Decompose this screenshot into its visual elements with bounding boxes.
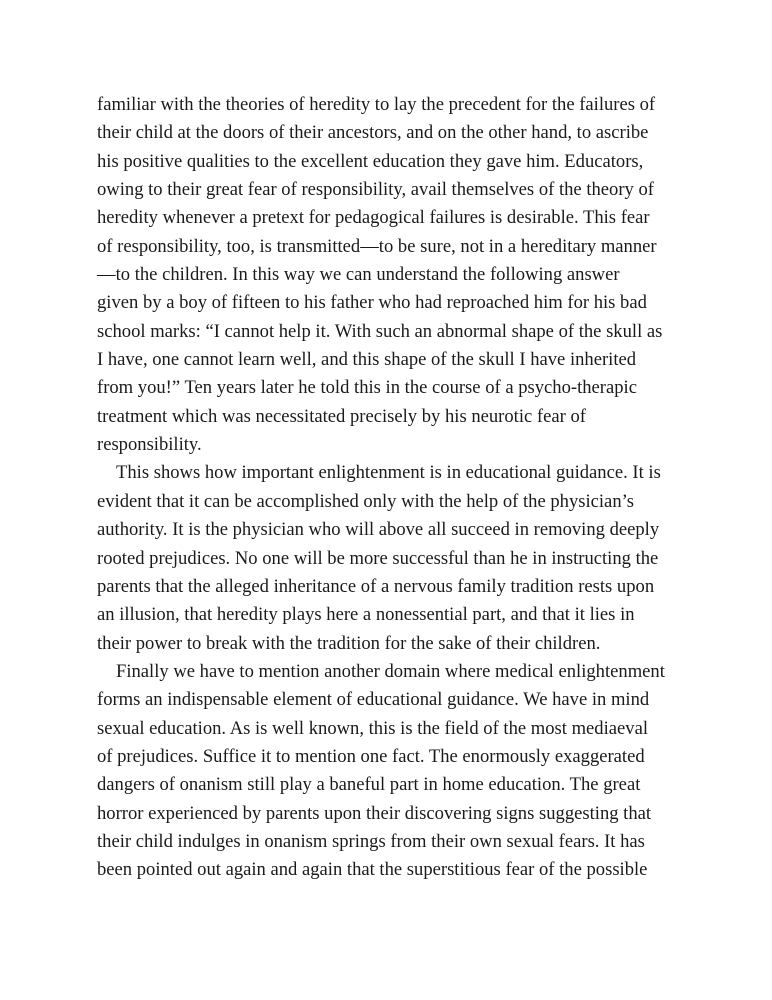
text-line: sexual education. As is well known, this is the field of the most mediaeval: [97, 717, 648, 739]
text-line: responsibility.: [97, 434, 202, 456]
text-line: been pointed out again and again that the superstitious fear of the possible: [97, 859, 648, 881]
text-line: treatment which was necessitated precisely by his neurotic fear of: [97, 405, 586, 427]
text-line: —to the children. In this way we can understand the following answer: [97, 264, 620, 286]
text-line: from you!” Ten years later he told this in the course of a psycho-therapic: [97, 377, 637, 399]
text-line: their power to break with the tradition for the sake of their children.: [97, 632, 601, 654]
paragraph-enlightenment: [97, 459, 682, 657]
text-line: an illusion, that heredity plays here a nonessential part, and that it lies in: [97, 604, 635, 626]
text-line: heredity whenever a pretext for pedagogical failures is desirable. This fear: [97, 207, 650, 229]
text-line: given by a boy of fifteen to his father who had reproached him for his bad: [97, 292, 647, 314]
text-line: of responsibility, too, is transmitted—to be sure, not in a hereditary manner: [97, 235, 657, 257]
text-line: his positive qualities to the excellent education they gave him. Educators,: [97, 150, 644, 172]
body-text: [97, 91, 682, 885]
text-line: horror experienced by parents upon their discovering signs suggesting that: [97, 802, 652, 824]
text-line: rooted prejudices. No one will be more successful than he in instructing the: [97, 547, 659, 569]
text-line: school marks: “I cannot help it. With such an abnormal shape of the skull as: [97, 320, 663, 342]
text-line: parents that the alleged inheritance of a nervous family tradition rests upon: [97, 575, 655, 597]
text-line: evident that it can be accomplished only with the help of the physician’s: [97, 490, 635, 512]
text-line: of prejudices. Suffice it to mention one fact. The enormously exaggerated: [97, 745, 645, 767]
text-line: dangers of onanism still play a baneful part in home education. The great: [97, 774, 641, 796]
text-line: owing to their great fear of responsibility, avail themselves of the theory of: [97, 179, 654, 201]
paragraph-sexual-education: [97, 658, 682, 885]
text-line: their child indulges in onanism springs from their own sexual fears. It has: [97, 830, 645, 852]
text-line: familiar with the theories of heredity to lay the precedent for the failures of: [97, 94, 656, 115]
paragraph-continued: [97, 91, 682, 459]
text-line: Finally we have to mention another domain where medical enlightenment: [116, 660, 665, 682]
text-line: authority. It is the physician who will above all succeed in removing deeply: [97, 519, 660, 541]
text-line: This shows how important enlightenment is in educational guidance. It is: [116, 462, 661, 484]
text-line: I have, one cannot learn well, and this shape of the skull I have inherited: [97, 349, 637, 371]
text-line: their child at the doors of their ancestors, and on the other hand, to ascribe: [97, 122, 649, 144]
text-line: forms an indispensable element of educational guidance. We have in mind: [97, 689, 650, 711]
